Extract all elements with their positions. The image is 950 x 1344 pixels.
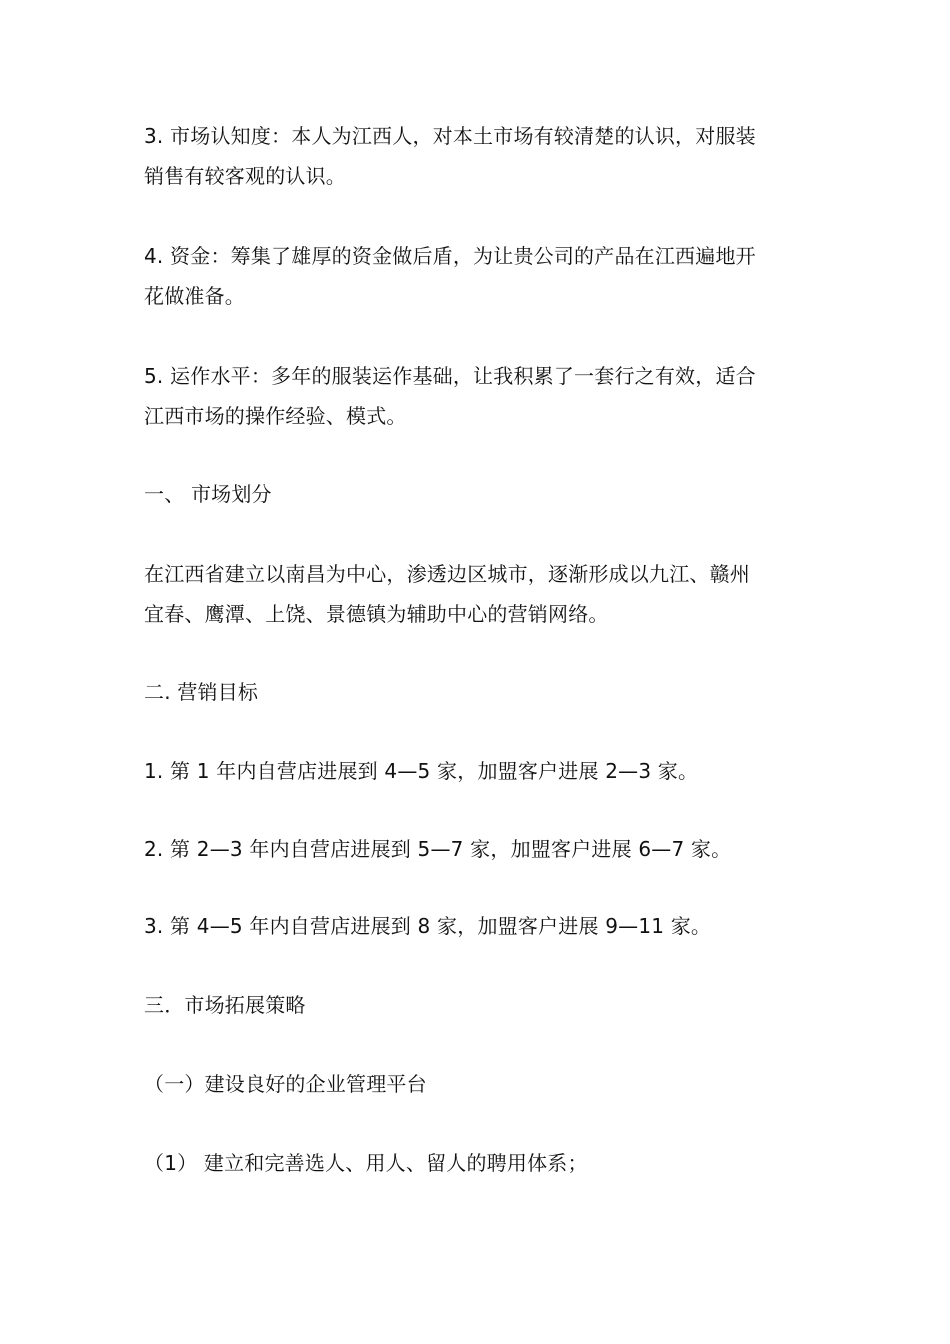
text-line: 5. 运作水平：多年的服装运作基础，让我积累了一套行之有效，适合: [144, 364, 756, 388]
text-line: 宜春、鹰潭、上饶、景德镇为辅助中心的营销网络。: [144, 602, 609, 626]
text-line: 4. 资金：筹集了雄厚的资金做后盾，为让贵公司的产品在江西遍地开: [144, 244, 756, 268]
text-line: 花做准备。: [144, 284, 245, 308]
text-line: 江西市场的操作经验、模式。: [144, 404, 407, 428]
paragraph-market-awareness: [144, 116, 814, 196]
subheading-management-platform: [144, 1064, 814, 1104]
section-heading: 一、 市场划分: [144, 482, 272, 506]
paragraph-funding: [144, 236, 814, 316]
subsection-heading: （一）建设良好的企业管理平台: [144, 1072, 427, 1096]
heading-market-division: [144, 474, 814, 514]
section-heading: 二. 营销目标: [144, 680, 259, 704]
text-line: 在江西省建立以南昌为中心，渗透边区城市，逐渐形成以九江、赣州: [144, 562, 750, 586]
text-line: 2. 第 2—3 年内自营店进展到 5—7 家，加盟客户进展 6—7 家。: [144, 837, 732, 861]
list-item-hiring-system: [144, 1143, 814, 1183]
text-line: 1. 第 1 年内自营店进展到 4—5 家，加盟客户进展 2—3 家。: [144, 759, 699, 783]
text-line: 3. 第 4—5 年内自营店进展到 8 家，加盟客户进展 9—11 家。: [144, 914, 712, 938]
list-item-goal-3: [144, 906, 814, 946]
paragraph-operation-level: [144, 356, 814, 436]
section-heading: 三．市场拓展策略: [144, 993, 306, 1017]
list-item-goal-2: [144, 829, 814, 869]
text-line: 3. 市场认知度：本人为江西人，对本土市场有较清楚的认识，对服装: [144, 124, 756, 148]
text-line: （1） 建立和完善选人、用人、留人的聘用体系；: [144, 1151, 588, 1175]
list-item-goal-1: [144, 751, 814, 791]
heading-market-expansion: [144, 985, 814, 1025]
heading-marketing-goals: [144, 672, 814, 712]
paragraph-market-division: [144, 554, 814, 634]
text-line: 销售有较客观的认识。: [144, 164, 346, 188]
